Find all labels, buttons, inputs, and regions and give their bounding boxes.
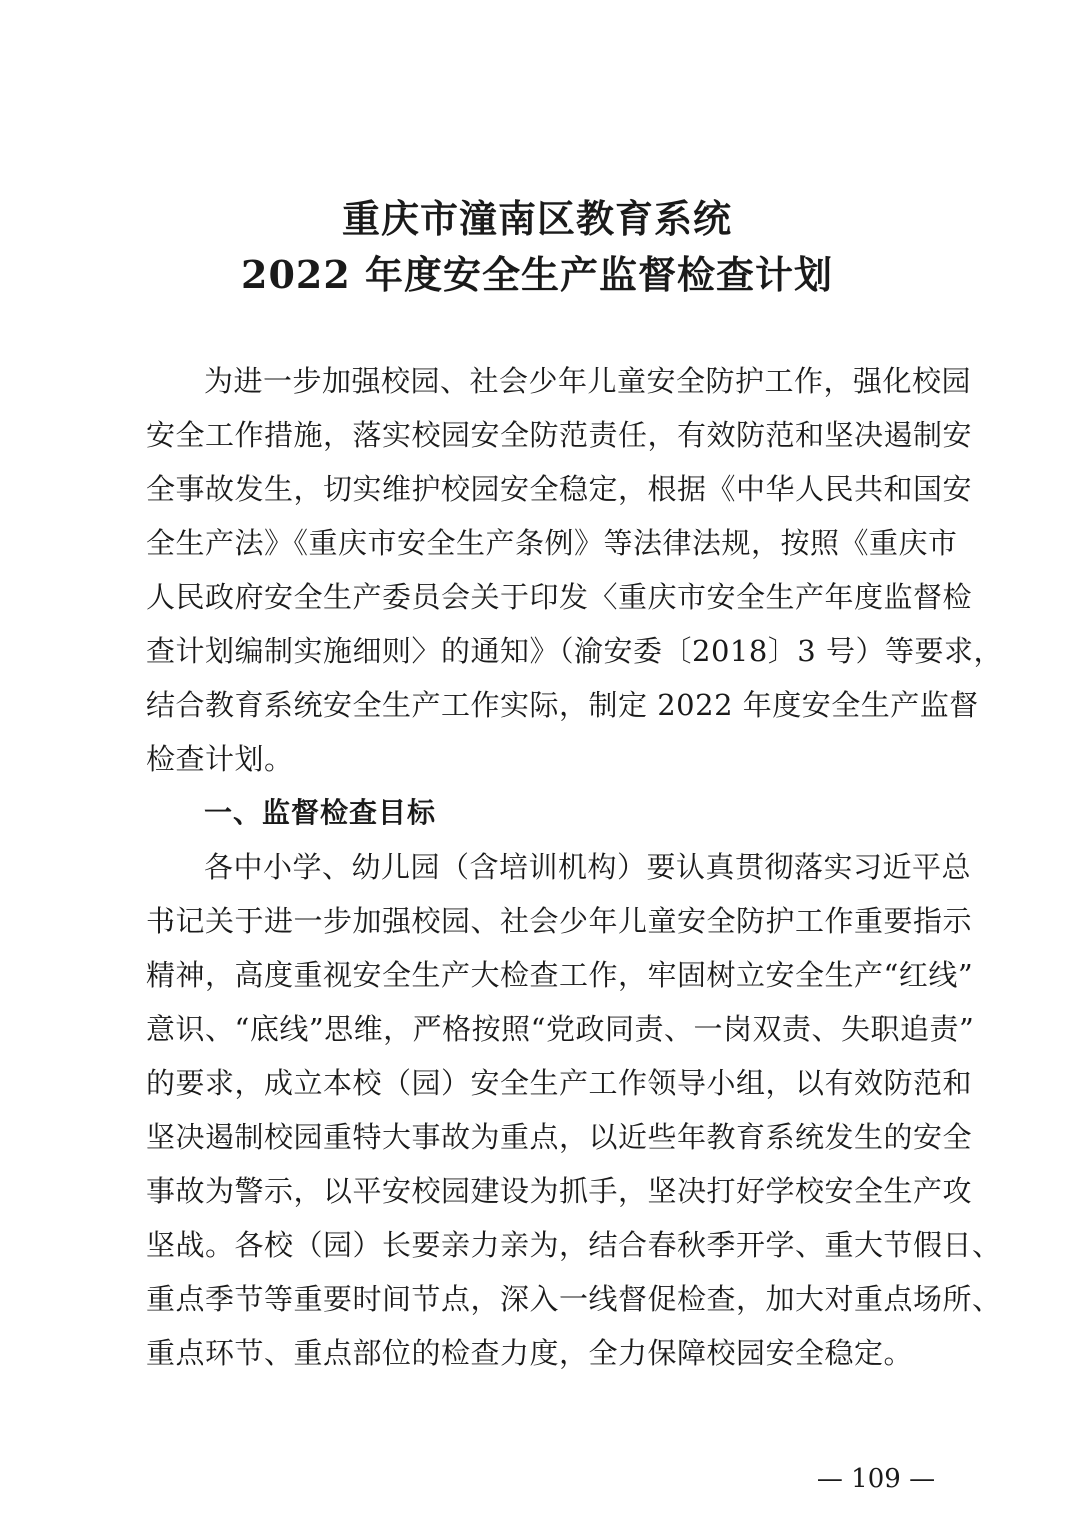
section-paragraph-line: 书记关于进一步加强校园、社会少年儿童安全防护工作重要指示 (146, 904, 973, 938)
intro-paragraph-line: 结合教育系统安全生产工作实际，制定 2022 年度安全生产监督 (146, 688, 979, 722)
section-paragraph-line: 坚决遏制校园重特大事故为重点，以近些年教育系统发生的安全 (146, 1120, 973, 1154)
section-paragraph-line: 事故为警示，以平安校园建设为抓手，坚决打好学校安全生产攻 (146, 1174, 973, 1208)
section-paragraph-line: 重点季节等重要时间节点，深入一线督促检查，加大对重点场所、 (146, 1282, 1002, 1316)
document-title-line-1: 重庆市潼南区教育系统 (341, 196, 732, 241)
section-heading: 一、监督检查目标 (204, 796, 437, 829)
intro-paragraph-line: 为进一步加强校园、社会少年儿童安全防护工作，强化校园 (204, 364, 972, 398)
intro-paragraph-line: 人民政府安全生产委员会关于印发〈重庆市安全生产年度监督检 (146, 580, 973, 614)
section-paragraph-line: 坚战。各校（园）长要亲力亲为，结合春秋季开学、重大节假日、 (146, 1228, 1002, 1262)
intro-paragraph-line: 检查计划。 (146, 742, 294, 776)
section-paragraph-line: 各中小学、幼儿园（含培训机构）要认真贯彻落实习近平总 (204, 850, 972, 884)
intro-paragraph-line: 全事故发生，切实维护校园安全稳定，根据《中华人民共和国安 (146, 472, 973, 506)
section-paragraph-line: 精神，高度重视安全生产大检查工作，牢固树立安全生产“红线” (146, 958, 974, 992)
intro-paragraph-line: 安全工作措施，落实校园安全防范责任，有效防范和坚决遏制安 (146, 418, 973, 452)
document-title-line-2: 2022 年度安全生产监督检查计划 (241, 252, 833, 297)
page-number: — 109 — (816, 1464, 936, 1494)
intro-paragraph-line: 查计划编制实施细则〉的通知》（渝安委〔2018〕3 号）等要求， (146, 634, 1003, 668)
section-paragraph-line: 重点环节、重点部位的检查力度，全力保障校园安全稳定。 (146, 1336, 914, 1370)
section-paragraph-line: 的要求，成立本校（园）安全生产工作领导小组，以有效防范和 (146, 1066, 973, 1100)
intro-paragraph-line: 全生产法》《重庆市安全生产条例》等法律法规，按照《重庆市 (146, 526, 958, 560)
section-paragraph-line: 意识、“底线”思维，严格按照“党政同责、一岗双责、失职追责” (146, 1012, 975, 1046)
